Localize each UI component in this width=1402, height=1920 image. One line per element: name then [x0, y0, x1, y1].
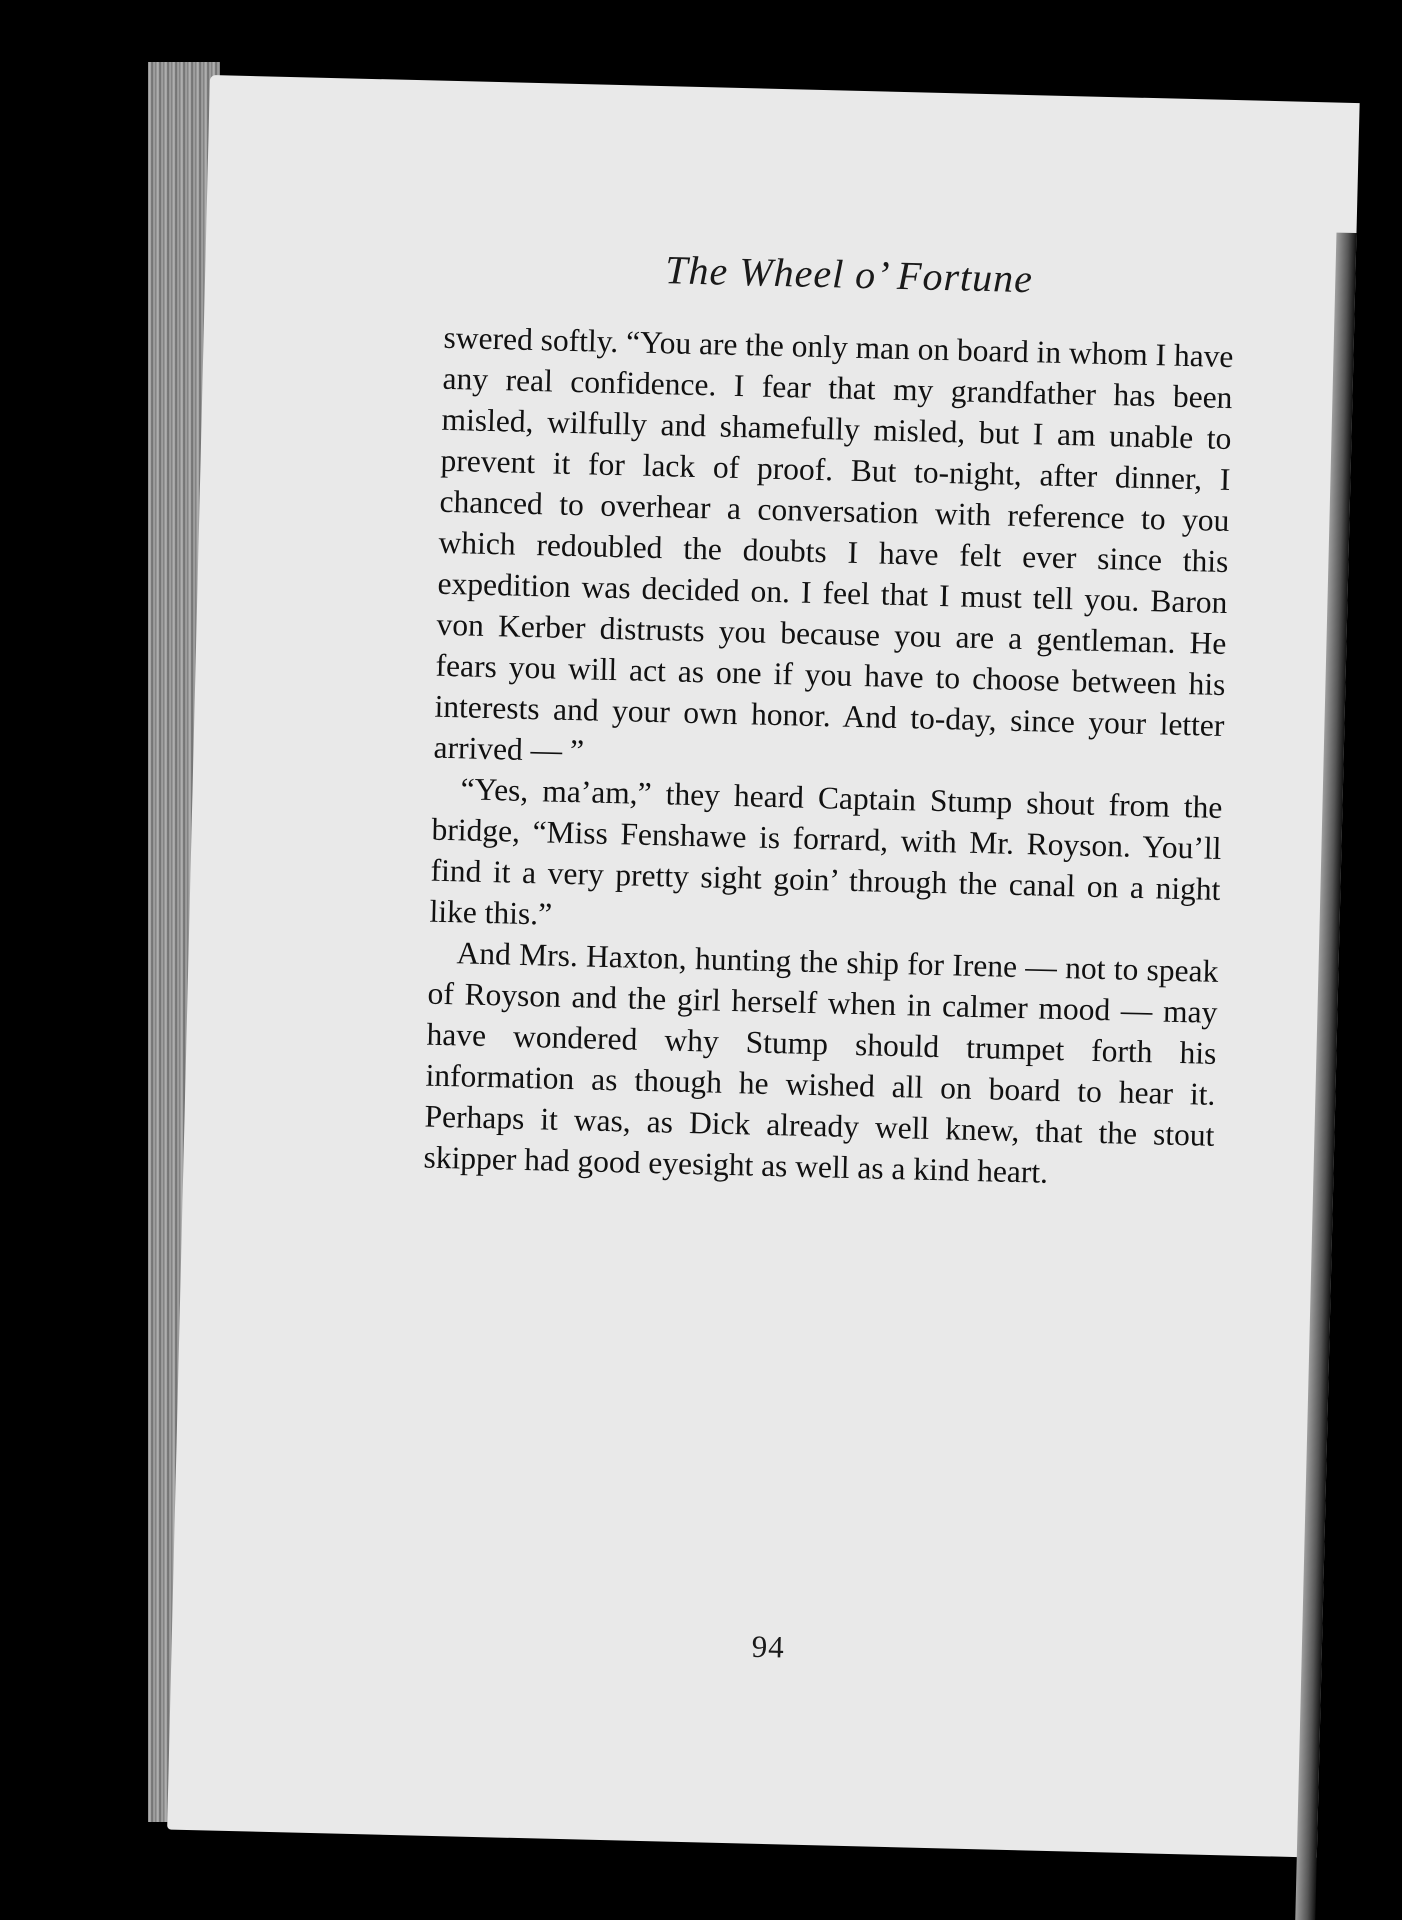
- running-head: The Wheel o’ Fortune: [664, 247, 1034, 302]
- page-right-edge-shadow: [1295, 233, 1357, 1920]
- book-page: [167, 75, 1360, 1858]
- paragraph-3: And Mrs. Haxton, hunting the ship for Irene — not to speak of Royson and the girl herself when in calmer mood — may have wondered why Stump should trumpet forth his information as though he wished all on board to hear it. Perhaps it was, as Dick already well knew, that the stout skipper had good eyesight as well as a kind heart.: [423, 935, 1219, 1190]
- paragraph-2: “Yes, ma’am,” they heard Captain Stump shout from the bridge, “Miss Fenshawe is forrard, with Mr. Royson. You’ll find it a very pretty sight goin’ through the canal on a night like this.”: [429, 771, 1223, 932]
- page-number: 94: [751, 1628, 786, 1665]
- body-text: [423, 317, 1234, 1197]
- paragraph-1: swered softly. “You are the only man on board in whom I have any real confidence. I fear that my grandfather has been misled, wilfully and shamefully misled, but I am unable to prevent it for lack of proof. But to-night, after dinner, I chanced to overhear a conversation with reference to you which redoubled the doubts I have felt ever since this expedition was decided on. I feel that I must tell you. Baron von Kerber distrusts you because you are a gentleman. He fears you will act as one if you have to choose between his interests and your own honor. And to-day, since your letter arrived — ”: [433, 319, 1234, 769]
